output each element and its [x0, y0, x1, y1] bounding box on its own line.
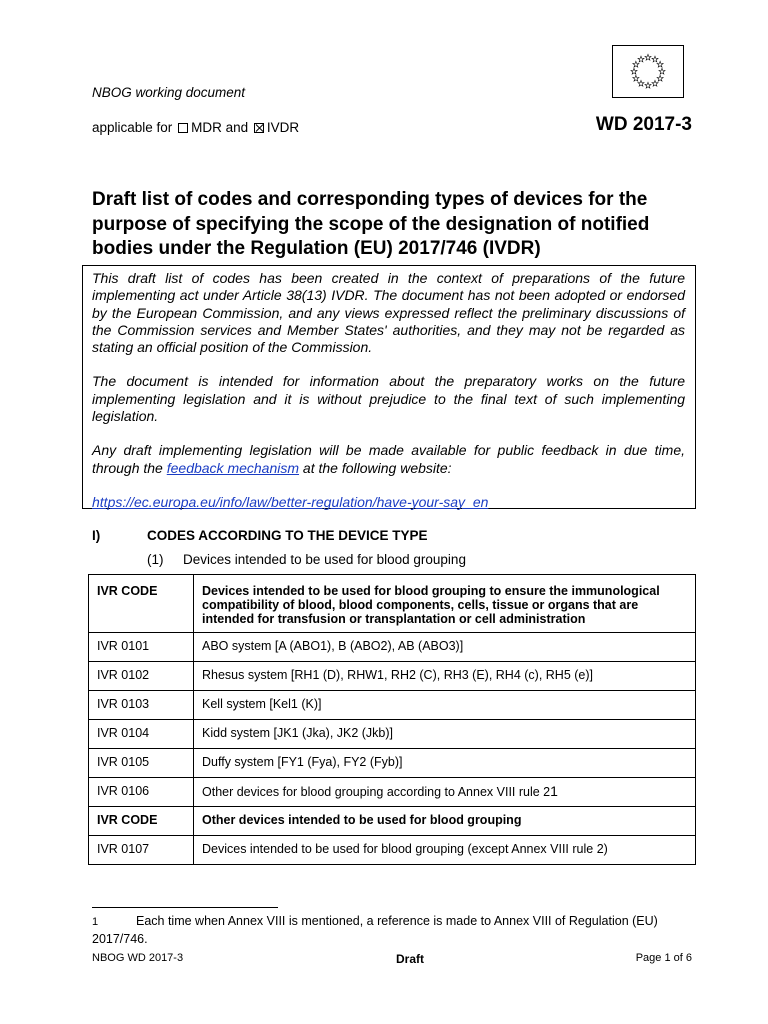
flag-star-icon	[657, 75, 663, 81]
footnote-text: Each time when Annex VIII is mentioned, a reference is made to Annex VIII of Regulation (EU) 2017/746.	[92, 914, 658, 946]
table-row	[89, 836, 696, 865]
url-paragraph	[92, 494, 685, 511]
subsection-title: Devices intended to be used for blood grouping	[183, 552, 466, 567]
disclaimer-paragraph-3	[92, 442, 685, 477]
header-code-cell: IVR CODE	[89, 807, 194, 836]
header-code-cell: IVR CODE	[89, 575, 194, 633]
document-title: Draft list of codes and corresponding types of devices for the purpose of specifying the scope of the designation of notified bodies under the Regulation (EU) 2017/746 (IVDR)	[92, 189, 650, 259]
flag-star-icon	[652, 80, 658, 86]
disclaimer-paragraph-2: The document is intended for information about the preparatory works on the future implementing legislation and it is without prejudice to the final text of such implementing legislation.	[92, 373, 685, 425]
desc-cell	[194, 778, 696, 807]
desc-cell: Duffy system [FY1 (Fya), FY2 (Fyb)]	[194, 749, 696, 778]
table-row	[89, 633, 696, 662]
section-heading	[92, 528, 428, 543]
table-subheader-row	[89, 807, 696, 836]
table-header-row	[89, 575, 696, 633]
mdr-checkbox-icon	[178, 123, 188, 133]
codes-table	[88, 574, 696, 865]
flag-star-icon	[638, 56, 644, 62]
desc-cell: Devices intended to be used for blood grouping (except Annex VIII rule 2)	[194, 836, 696, 865]
subsection-number: (1)	[147, 552, 164, 567]
flag-star-icon	[633, 61, 639, 67]
table-row	[89, 749, 696, 778]
code-cell: IVR 0104	[89, 720, 194, 749]
disclaimer-box	[82, 265, 696, 509]
desc-cell: Rhesus system [RH1 (D), RHW1, RH2 (C), RH3 (E), RH4 (c), RH5 (e)]	[194, 662, 696, 691]
flag-star-icon	[645, 54, 651, 60]
footnote-separator	[92, 907, 278, 908]
feedback-text-after: at the following website:	[302, 459, 452, 476]
code-cell: IVR 0105	[89, 749, 194, 778]
applicable-prefix: applicable for	[92, 120, 173, 135]
flag-star-icon	[657, 61, 663, 67]
disclaimer-paragraph-1: This draft list of codes has been created in the context of preparations of the future implementing act under Article 38(13) IVDR. The document has not been adopted or endorsed by the European Commission, and any views expressed reflect the preliminary discussions of the Commission services and Member States' authorities, and they may not be regarded as stating an official position of the Commission.	[92, 270, 685, 356]
header-desc-cell: Devices intended to be used for blood grouping to ensure the immunological compatibility of blood, blood components, cells, tissue or organs that are intended for transfusion or transplantation or cell administration	[194, 575, 696, 633]
flag-star-icon	[633, 75, 639, 81]
feedback-text-before: Any draft implementing legislation will be made available for public feedback in due time, through the	[92, 442, 685, 476]
code-cell: IVR 0102	[89, 662, 194, 691]
header-desc-cell: Other devices intended to be used for blood grouping	[194, 807, 696, 836]
mdr-label: MDR and	[191, 120, 249, 135]
ivdr-checkbox-icon	[254, 123, 264, 133]
table-row	[89, 720, 696, 749]
ivdr-label: IVDR	[266, 120, 300, 135]
code-cell: IVR 0106	[89, 778, 194, 807]
working-document-label: NBOG working document	[92, 85, 246, 100]
flag-star-icon	[659, 68, 665, 74]
footer-page-number: Page 1 of 6	[635, 952, 692, 964]
flag-star-icon	[652, 56, 658, 62]
desc-cell: Kell system [Kel1 (K)]	[194, 691, 696, 720]
section-title: CODES ACCORDING TO THE DEVICE TYPE	[147, 528, 428, 543]
footer-draft-label: Draft	[396, 952, 425, 966]
desc-cell: Kidd system [JK1 (Jka), JK2 (Jkb)]	[194, 720, 696, 749]
eu-flag-icon	[612, 45, 684, 98]
code-cell: IVR 0107	[89, 836, 194, 865]
flag-star-icon	[645, 82, 651, 88]
have-your-say-link[interactable]: https://ec.europa.eu/info/law/better-regulation/have-your-say_en	[92, 493, 489, 510]
table-row	[89, 662, 696, 691]
code-cell: IVR 0101	[89, 633, 194, 662]
footnote	[92, 913, 702, 948]
footnote-ref: 1	[550, 783, 558, 799]
desc-text: Other devices for blood grouping according to Annex VIII rule 2	[202, 785, 551, 799]
feedback-mechanism-link[interactable]: feedback mechanism	[166, 459, 300, 476]
flag-star-icon	[638, 80, 644, 86]
section-number: I)	[92, 528, 101, 543]
code-cell: IVR 0103	[89, 691, 194, 720]
table-row	[89, 778, 696, 807]
subsection-heading	[147, 552, 466, 567]
document-number: WD 2017-3	[595, 114, 692, 135]
applicability-line	[92, 120, 299, 135]
desc-cell: ABO system [A (ABO1), B (ABO2), AB (ABO3)]	[194, 633, 696, 662]
flag-star-icon	[631, 68, 637, 74]
table-row	[89, 691, 696, 720]
footer-doc-id: NBOG WD 2017-3	[92, 952, 184, 964]
footnote-mark: 1	[92, 916, 99, 928]
